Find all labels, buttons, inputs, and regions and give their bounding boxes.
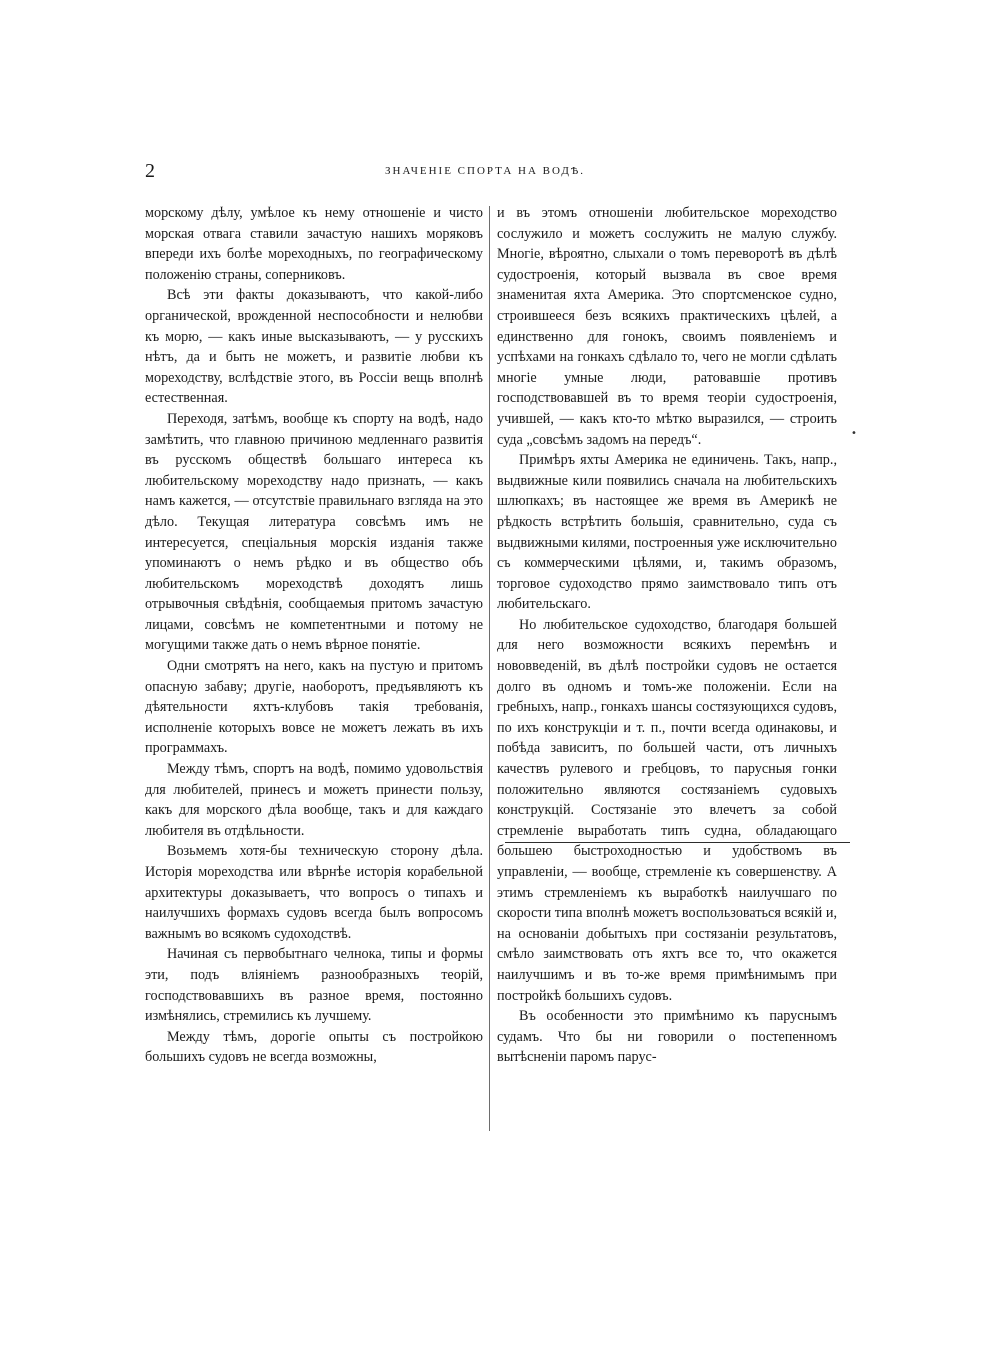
column-divider	[489, 206, 490, 1131]
margin-dot-icon: •	[851, 428, 857, 439]
paragraph: Начиная съ первобытнаго челнока, типы и формы эти, подъ вліяніемъ разнообразныхъ теорій, господствовавшихъ въ разное время, постоянно измѣнялись, стремились къ лучшему.	[145, 946, 483, 1025]
paragraph: Возьмемъ хотя-бы техническую сторону дѣла. Исторія мореходства или вѣрнѣе исторія корабельной архитектуры доказываетъ, что вопросъ о типахъ и наилучшихъ формахъ судовъ всегда былъ вопросомъ важнымъ во всякомъ судоходствѣ.	[145, 843, 483, 942]
paragraph: Между тѣмъ, спортъ на водѣ, помимо удовольствія для любителей, принесъ и можетъ принести пользу, какъ для морского дѣла вообще, такъ и для каждаго любителя въ отдѣльности.	[145, 761, 483, 839]
left-column	[145, 203, 483, 1133]
running-title: ЗНАЧЕНІЕ СПОРТА НА ВОДѢ.	[385, 165, 586, 177]
paragraph: Одни смотрятъ на него, какъ на пустую и притомъ опасную забаву; другіе, наоборотъ, предъявляютъ къ дѣятельности яхтъ-клубовъ такія требованія, исполненіе которыхъ вовсе не можетъ лежать въ ихъ программахъ.	[145, 658, 483, 757]
paragraph: морскому дѣлу, умѣлое къ нему отношеніе и чисто морская отвага ставили зачастую нашихъ моряковъ впереди ихъ болѣе мореходныхъ, по географическому положенію страны, соперниковъ.	[145, 205, 483, 283]
page-number: 2	[145, 160, 155, 182]
paragraph: Примѣръ яхты Америка не единичень. Такъ, напр., выдвижные кили появились сначала на любительскихъ шлюпкахъ; въ настоящее же время въ Америкѣ не рѣдкость встрѣтить большія, сравнительно, суда съ выдвижными килями, построенныя уже исключительно съ коммерческими цѣлями, и, такимъ образомъ, торговое судоходство прямо заимствовало типъ отъ любительскаго.	[497, 452, 837, 613]
paragraph: Но любительское судоходство, благодаря большей для него возможности всякихъ перемѣнъ и нововведеній, въ дѣлѣ постройки судовъ не остается долго въ одномъ и томъ-же положеніи. Если на гребныхъ, напр., гонкахъ шансы состязующихся судовъ, по ихъ конструкціи и т. п., почти всегда одинаковы, и побѣда зависитъ, по большей части, отъ личныхъ качествъ рулевого и гребцовъ, то парусныя гонки положительно являются состязаніемъ судовыхъ конструкцій. Состязаніе это влечетъ за собой стремленіе выработать типъ судна, обладающаго большею быстроходностью и удобствомъ въ управленіи, — вообще, стремленіе къ совершенству. А этимъ стремленіемъ къ выработкѣ наилучшаго по скорости типа вполнѣ можетъ воспользоваться всякій и, на основаніи добытыхъ при состязаніи результатовъ, смѣло заимствовать отъ яхтъ все то, что окажется наилучшимъ и въ то-же время примѣнимымъ при постройкѣ большихъ судовъ.	[497, 616, 837, 1004]
right-column	[497, 203, 837, 1133]
paragraph: Въ особенности это примѣнимо къ паруснымъ судамъ. Что бы ни говорили о постепенномъ вытѣсненіи паромъ парус-	[497, 1008, 837, 1066]
handwritten-underline	[505, 842, 850, 843]
paragraph: Всѣ эти факты доказываютъ, что какой-либо органической, врожденной неспособности и нелюбви къ морю, — какъ иные высказываютъ, — у русскихъ нѣтъ, да и быть не можетъ, и развитіе любви къ мореходству, вслѣдствіе этого, въ Россіи вещь вполнѣ естественная.	[145, 287, 483, 407]
paragraph: Между тѣмъ, дорогіе опыты съ постройкою большихъ судовъ не всегда возможны,	[145, 1028, 483, 1066]
paragraph: и въ этомъ отношеніи любительское мореходство сослужило и можетъ сослужить не малую службу. Многіе, вѣроятно, слыхали о томъ переворотѣ въ дѣлѣ судостроенія, который вызвала въ свое время знаменитая яхта Америка. Это спортсменское судно, строившееся безъ всякихъ практическихъ цѣлей, а единственно для гонокъ, своимъ появленіемъ и успѣхами на гонкахъ сдѣлало то, чего не могли сдѣлать многіе умные люди, ратовавшіе противъ господствовавшей въ то время теоріи судостроенія, учившей, — какъ кто-то мѣтко выразился, — строить суда „совсѣмъ задомъ на передъ“.	[497, 205, 837, 448]
paragraph: Переходя, затѣмъ, вообще къ спорту на водѣ, надо замѣтить, что главною причиною медленнаго развитія въ русскомъ обществѣ большаго интереса къ любительскому мореходству надо признать, — какъ намъ кажется, — отсутствіе правильнаго взгляда на это дѣло. Текущая литература совсѣмъ имъ не интересуется, спеціальныя морскія изданія также упоминаютъ о немъ рѣдко и въ общество объ любительскомъ мореходствѣ доходятъ лишь отрывочныя свѣдѣнія, сообщаемыя притомъ зачастую лицами, совсѣмъ не компетентными и потому не могущими также дать о немъ вѣрное понятіе.	[145, 410, 483, 654]
